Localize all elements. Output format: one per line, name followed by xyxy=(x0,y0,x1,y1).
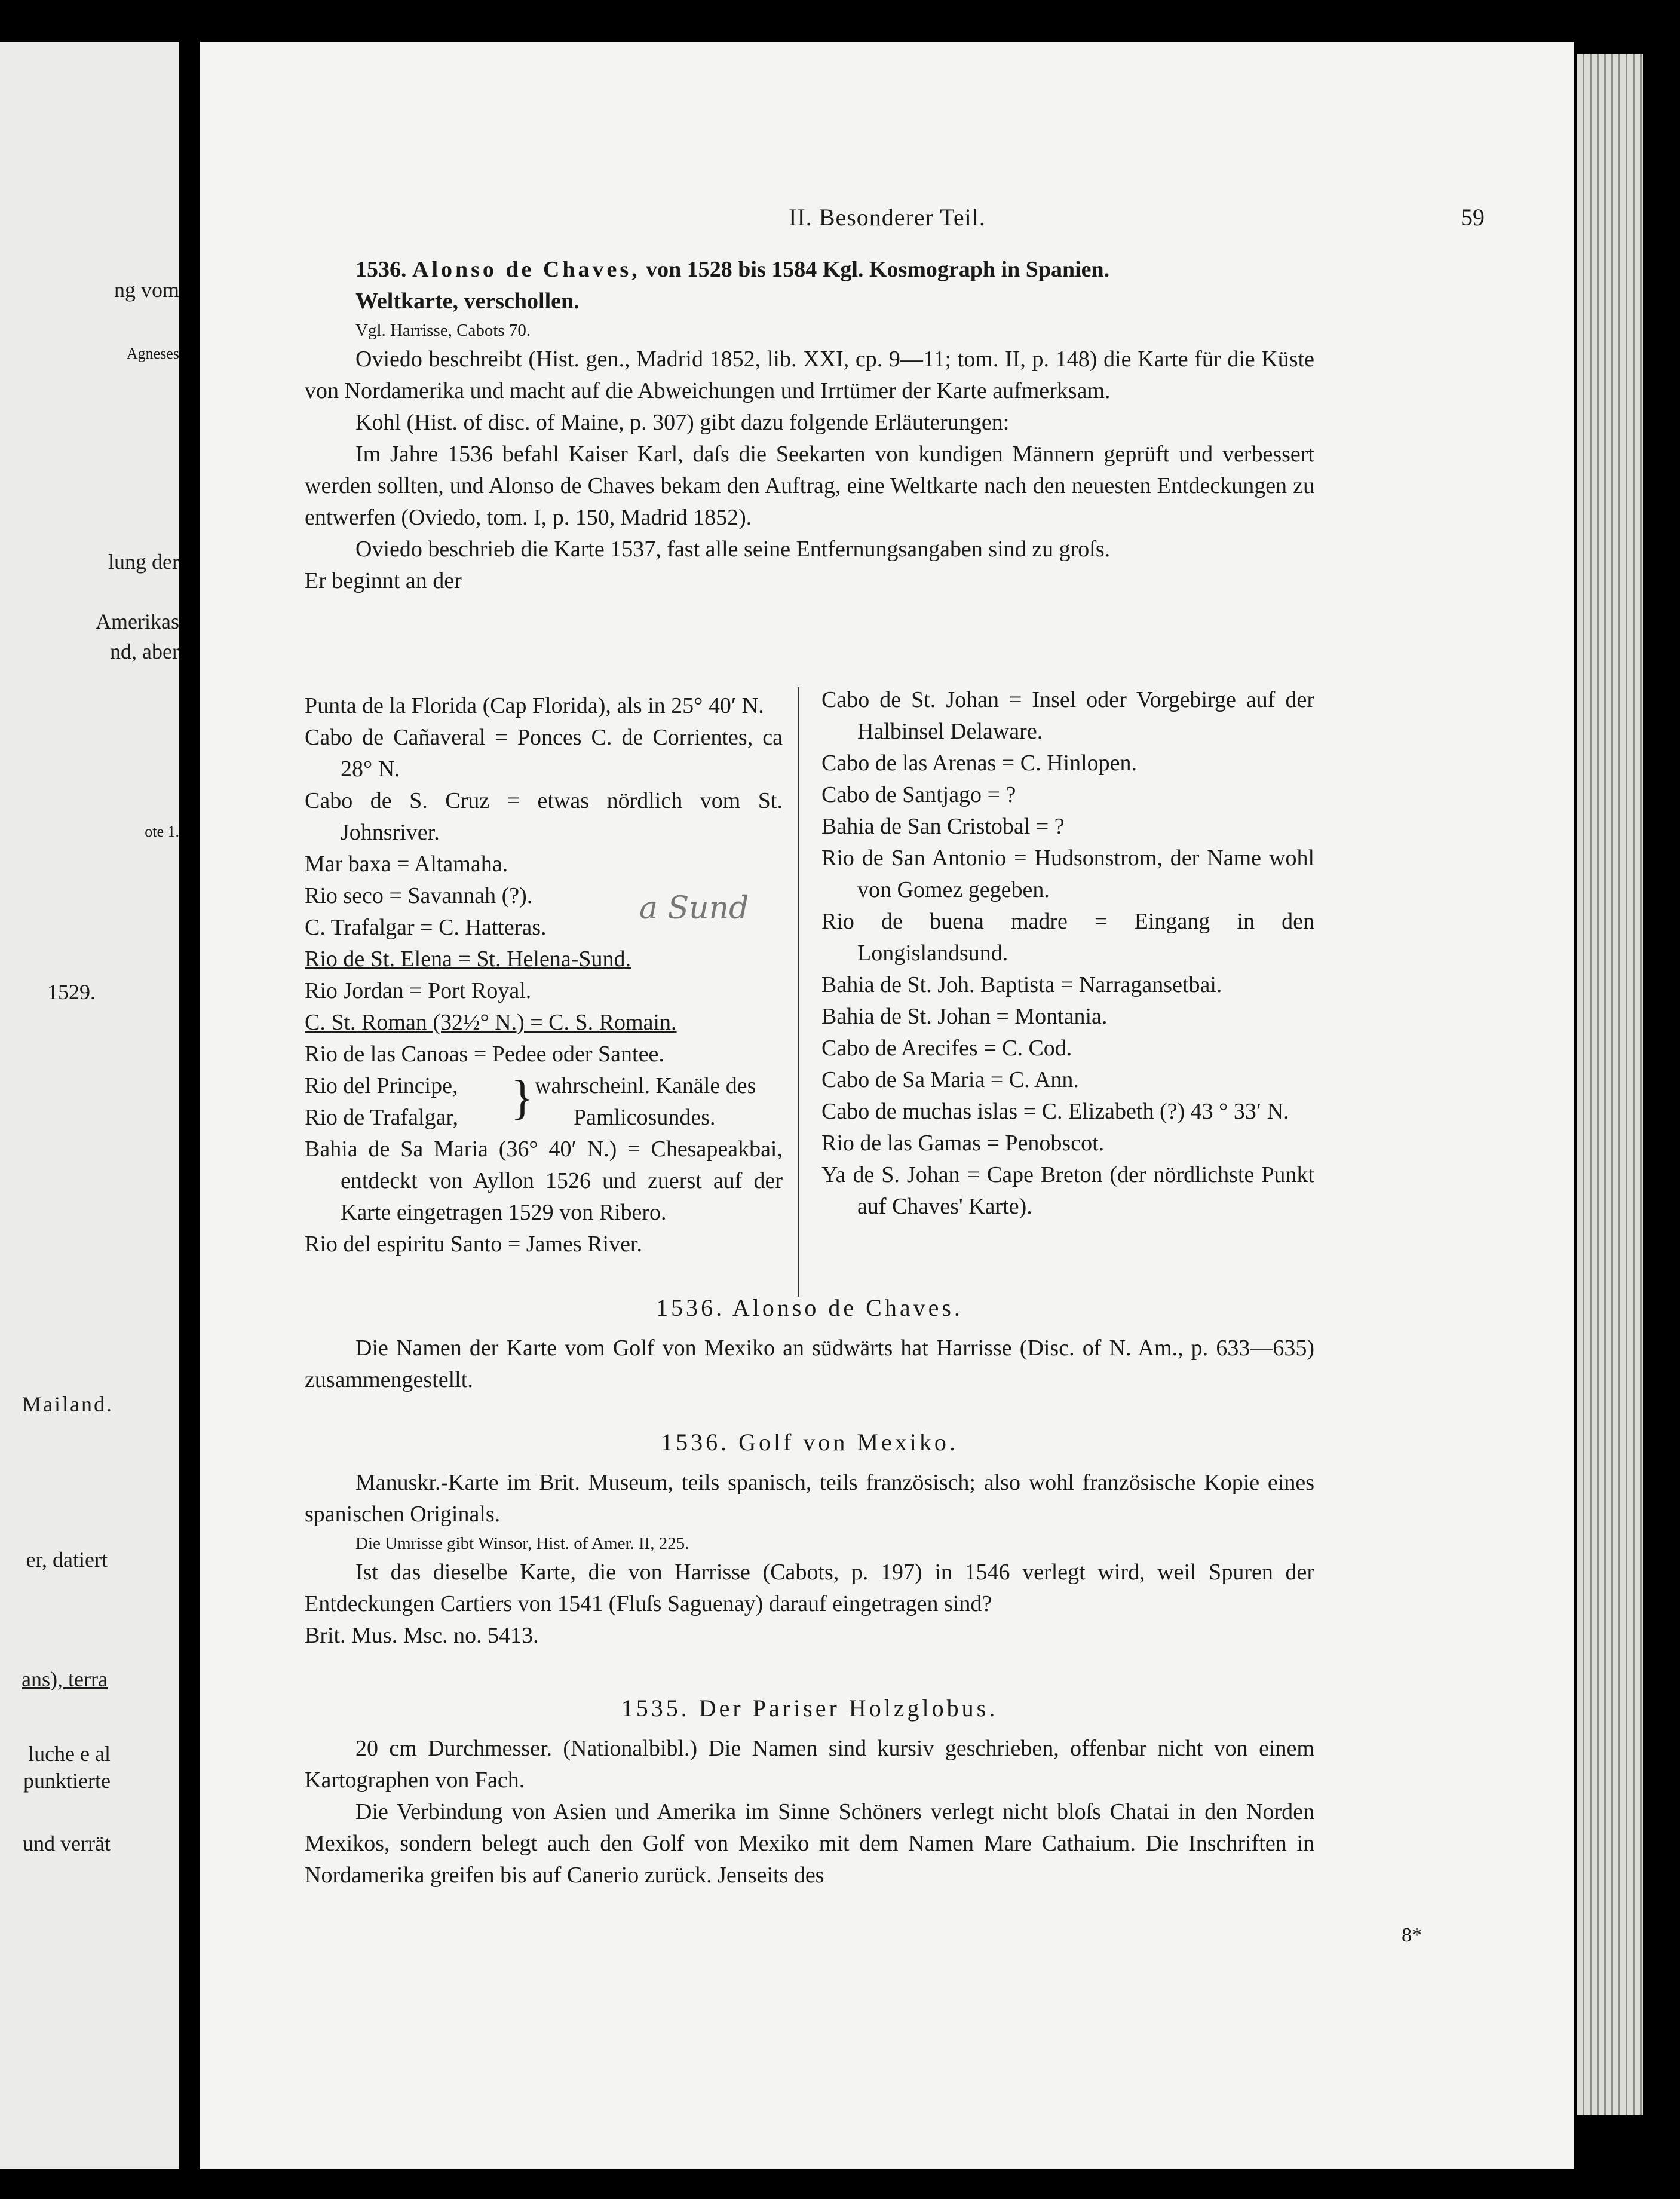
paragraph: Die Namen der Karte vom Golf von Mexiko an südwärts hat Harrisse (Disc. of N. Am., p. 633—635) zusammengestellt. xyxy=(305,1336,1314,1392)
list-item: C. Trafalgar = C. Hatteras. xyxy=(305,915,547,940)
section-heading: 1536. Golf von Mexiko. xyxy=(661,1429,958,1456)
list-item: Mar baxa = Altamaha. xyxy=(305,852,508,877)
list-item: Cabo de St. Johan = Insel oder Vorgebirge auf der Halbinsel Delaware. xyxy=(821,687,1314,744)
list-item: Rio de buena madre = Eingang in den Longislandsund. xyxy=(821,909,1314,966)
list-item: Bahia de St. Johan = Montania. xyxy=(821,1004,1108,1029)
list-item: Rio de San Antonio = Hudsonstrom, der Name wohl von Gomez gegeben. xyxy=(821,846,1314,902)
entry-title-rest: von 1528 bis 1584 Kgl. Kosmograph in Spanien. xyxy=(646,257,1110,282)
brace-mark: } xyxy=(511,1071,534,1124)
list-item: Rio del Principe, xyxy=(305,1073,458,1098)
entry-name: Alonso de Chaves, xyxy=(412,257,640,282)
list-item: Bahia de San Cristobal = ? xyxy=(821,814,1065,839)
entry-1536-chaves xyxy=(305,254,1314,597)
signature-mark: 8* xyxy=(1402,1924,1422,1946)
column-divider xyxy=(798,687,799,1297)
paragraph: Die Verbindung von Asien und Amerika im Sinne Schöners verlegt nicht bloſs Chatai in den Norden Mexikos, sondern belegt auch den Golf von Mexiko mit dem Namen Mare Cathaium. Die Inschriften in Nordamerika greifen bis auf Canerio zurück. Jenseits des xyxy=(305,1799,1314,1888)
left-page-line: luche e al xyxy=(28,1742,111,1766)
list-item: Rio de St. Elena = St. Helena-Sund. xyxy=(305,947,631,972)
paragraph: 20 cm Durchmesser. (Nationalbibl.) Die Namen sind kursiv geschrieben, offenbar nicht von einem Kartographen von Fach. xyxy=(305,1736,1314,1793)
paragraph: Kohl (Hist. of disc. of Maine, p. 307) gibt dazu folgende Erläuterungen: xyxy=(355,410,1010,435)
list-item: Rio del espiritu Santo = James River. xyxy=(305,1232,642,1257)
book-page xyxy=(200,42,1574,2169)
left-page-line: punktierte xyxy=(23,1769,111,1793)
paragraph: Oviedo beschreibt (Hist. gen., Madrid 1852, lib. XXI, cp. 9—11; tom. II, p. 148) die Karte für die Küste von Nordamerika und macht auf die Abweichungen und Irrtümer der Karte aufmerksam. xyxy=(305,347,1314,403)
list-item: Rio de las Gamas = Penobscot. xyxy=(821,1131,1105,1156)
list-item: Rio seco = Savannah (?). xyxy=(305,883,533,908)
left-facing-page xyxy=(0,42,179,2169)
left-page-line: ng vom xyxy=(114,278,179,302)
list-item: Cabo de muchas islas = C. Elizabeth (?) 43 ° 33′ N. xyxy=(821,1099,1289,1124)
left-page-line: und verrät xyxy=(23,1832,111,1855)
list-item: Cabo de Sa Maria = C. Ann. xyxy=(821,1067,1079,1092)
page-edge xyxy=(1577,54,1643,2115)
section-heading: 1535. Der Pariser Holzglobus. xyxy=(621,1695,998,1722)
paragraph: Im Jahre 1536 befahl Kaiser Karl, daſs die Seekarten von kundigen Männern geprüft und verbessert werden sollten, und Alonso de Chaves bekam den Auftrag, eine Weltkarte nach den neuesten Entdeckungen zu entwerfen (Oviedo, tom. I, p. 150, Madrid 1852). xyxy=(305,442,1314,530)
section-heading: 1536. Alonso de Chaves. xyxy=(656,1294,963,1321)
page-number: 59 xyxy=(1461,204,1485,231)
pencil-annotation: a Sund xyxy=(639,890,749,926)
brace-group xyxy=(305,1070,783,1134)
paragraph: Brit. Mus. Msc. no. 5413. xyxy=(305,1623,539,1648)
left-page-line: er, datiert xyxy=(26,1548,108,1572)
paragraph: Ist das dieselbe Karte, die von Harrisse (Cabots, p. 197) in 1546 verlegt wird, weil Spuren der Entdeckungen Cartiers von 1541 (Fluſs Saguenay) darauf eingetragen sind? xyxy=(305,1560,1314,1616)
entry-reference: Vgl. Harrisse, Cabots 70. xyxy=(355,321,531,340)
list-item: Cabo de Santjago = ? xyxy=(821,782,1016,807)
list-item: Ya de S. Johan = Cape Breton (der nördlichste Punkt auf Chaves' Karte). xyxy=(821,1162,1314,1219)
entry-1536-chaves-2 xyxy=(305,1333,1314,1396)
running-head: II. Besonderer Teil. xyxy=(789,204,986,231)
list-item: Rio de las Canoas = Pedee oder Santee. xyxy=(305,1042,664,1067)
paragraph: Oviedo beschrieb die Karte 1537, fast alle seine Entfernungsangaben sind zu groſs. xyxy=(355,537,1111,562)
left-page-line: 1529. xyxy=(47,980,96,1004)
entry-subtitle: Weltkarte, verschollen. xyxy=(355,289,580,314)
entry-1536-golf xyxy=(305,1467,1314,1652)
list-item: Cabo de S. Cruz = etwas nördlich vom St. Johnsriver. xyxy=(305,788,783,845)
list-item: Cabo de las Arenas = C. Hinlopen. xyxy=(821,751,1138,776)
left-page-line: ans), terra xyxy=(22,1667,108,1691)
paragraph: Er beginnt an der xyxy=(305,568,462,593)
list-item: wahrscheinl. Kanäle des xyxy=(535,1073,756,1098)
paragraph: Manuskr.-Karte im Brit. Museum, teils spanisch, teils französisch; also wohl französische Kopie eines spanischen Originals. xyxy=(305,1470,1314,1527)
left-column xyxy=(305,690,783,1260)
list-item: Rio Jordan = Port Royal. xyxy=(305,978,532,1003)
entry-year: 1536. xyxy=(355,257,407,282)
list-item: Bahia de Sa Maria (36° 40′ N.) = Chesapeakbai, entdeckt von Ayllon 1526 und zuerst auf der Karte eingetragen 1529 von Ribero. xyxy=(305,1137,783,1225)
left-page-line: ote 1. xyxy=(145,823,179,840)
left-page-line: nd, aber xyxy=(110,639,179,663)
list-item: C. St. Roman (32½° N.) = C. S. Romain. xyxy=(305,1010,677,1035)
list-item: Pamlicosundes. xyxy=(574,1105,716,1130)
left-page-line: Mailand. xyxy=(22,1392,114,1416)
right-column xyxy=(821,684,1314,1223)
list-item: Bahia de St. Joh. Baptista = Narragansetbai. xyxy=(821,972,1222,997)
list-item: Punta de la Florida (Cap Florida), als in 25° 40′ N. xyxy=(305,693,764,718)
entry-1535-globus xyxy=(305,1733,1314,1891)
list-item: Cabo de Arecifes = C. Cod. xyxy=(821,1036,1072,1061)
left-page-line: lung der xyxy=(108,550,179,574)
entry-reference: Die Umrisse gibt Winsor, Hist. of Amer. II, 225. xyxy=(355,1534,689,1553)
list-item: Cabo de Cañaveral = Ponces C. de Corrientes, ca 28° N. xyxy=(305,725,783,782)
list-item: Rio de Trafalgar, xyxy=(305,1105,459,1130)
left-page-line: Agneses xyxy=(126,345,179,362)
left-page-line: Amerikas xyxy=(96,610,179,633)
